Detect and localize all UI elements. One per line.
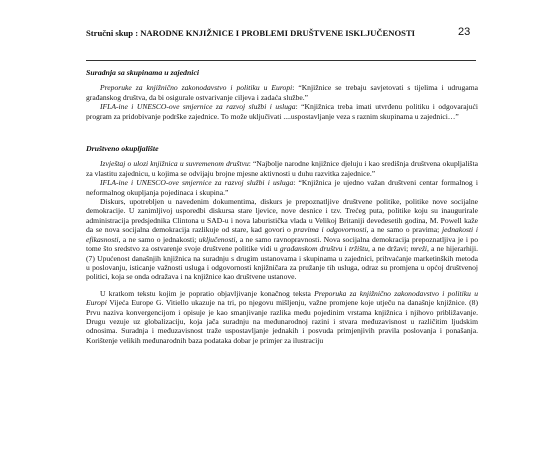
body-text: , a ne hijerarhiji. (7) Upućenost današnjih knjižnica na suradnju s drugim ustanovama i skupinama u zajednici, prihvaćanje marketinških metoda u poslovanju, isticanje važnosti usluga i odgovornosti knjižničara za pružanje tih usluga, odraz su promjena u općoj društvenoj politici, koja se onda odražava i na knjižnice kao društvene ustanove.: [86, 244, 478, 282]
emphasis: tržištu: [349, 244, 369, 254]
paragraph: [86, 159, 478, 178]
emphasis: pravima i odgovornosti: [293, 225, 367, 235]
running-header: Stručni skup : NARODNE KNJIŽNICE I PROBLEMI DRUŠTVENE ISKLJUČENOSTI: [86, 28, 416, 38]
emphasis: građanskom društvu: [279, 244, 343, 254]
paragraph: [86, 178, 478, 197]
emphasis: uključenosti: [198, 234, 236, 244]
body-text: Vijeća Europe G. Vitiello ukazuje na tri, po njegovu mišljenju, važne promjene koje utječu na današnje knjižnice. (8) Prvu naziva konvergencijom i opisuje je kao smanjivanje razlika među pojedinim vrstama knjižnica i njihovo približavanje. Drugu vezuje uz globalizaciju, koja jača suradnju na međunarodnoj razini i stvara međuzavisnost u različitim ljudskim odnosima. Suradnja i međuzavisnost traže uspostavljanje jednakih i posvuda primjenjivih pravila poslovanja i ponašanja. Korištenje velikih međunarodnih baza podataka dobar je primjer za ilustraciju: [86, 298, 478, 345]
paragraph: [86, 102, 478, 121]
body-text: U kratkom tekstu kojim je popratio objavljivanje konačnog teksta: [100, 288, 315, 298]
page-number: 23: [458, 26, 471, 38]
document-title: Izvještaj o ulozi knjižnica u suvremenom društvu: [100, 159, 249, 169]
body-text: , a ne samo ravnopravnosti. Nova socijalna demokracija prepoznatljiva je i po tome što sredstvo za ostvarenje svoje društvene politike vidi u: [86, 234, 478, 254]
page-body: [86, 68, 478, 345]
quote-text: : “Najbolje narodne knjižnice djeluju i kao središnja društvena okupljališta za vlastitu zajednicu, u kojima se odvijaju brojne mjesne aktivnosti u duhu razvitka zajednice.”: [86, 159, 478, 178]
paragraph: [86, 83, 478, 102]
quote-text: : “Knjižnice se trebaju savjetovati s tijelima i udrugama građanskog društva, da bi osigurale ostvarivanje ciljeva i zadaća službe.”: [86, 83, 479, 102]
document-title: Preporuke za knjižnično zakonodavstvo i politiku u Europi: [100, 83, 293, 93]
paragraph: [86, 289, 478, 345]
document-title: IFLA-ine i UNESCO-ove smjernice za razvoj službi i usluga: [100, 178, 294, 188]
body-text: , a ne samo o jednakosti;: [118, 234, 199, 244]
section-heading-suradnja: Suradnja sa skupinama u zajednici: [86, 68, 200, 77]
body-text: Diskurs, upotrebljen u navedenim dokumentima, diskurs je prepoznatljive društvene politike, politike nove socijalne demokracije. U zanimljivoj usporedbi diskursa stare ljevice, nove desnice i tzv. Trećeg puta, politike koju su inaugurirale administracija predsjednika Clintona u SAD-u i nova laburistička vlada u Velikoj Britaniji devedesetih godina, M. Powell kaže da se nova socijalna demokracija razlikuje od stare, kad govori o: [86, 197, 478, 235]
body-text: , a ne državi;: [368, 244, 411, 254]
body-text: , a ne samo o pravima;: [366, 225, 442, 235]
document-title: IFLA-ine i UNESCO-ove smjernice za razvoj službi i usluga: [100, 102, 296, 112]
section-heading-drustveno: Društveno okupljalište: [86, 144, 159, 154]
document-title: Preporuka za knjižnično zakonodavstvo i politiku u Europi: [86, 288, 478, 308]
header-rule: [86, 60, 476, 61]
emphasis: jednakosti i efikasnosti: [86, 225, 478, 244]
body-text: i: [342, 244, 350, 254]
quote-text: : “Knjižnica je ujedno važan društveni centar formalnog i neformalnog okupljanja pojedinaca i skupina.”: [86, 178, 479, 197]
paragraph: [86, 197, 478, 282]
quote-text: : “Knjižnica treba imati utvrđenu politiku i odgovarajući program za pridobivanje podrške zajednice. To može uključivati ....uspostavljanje veza s raznim skupinama u zajednici…”: [86, 102, 478, 121]
emphasis: mreži: [410, 244, 428, 254]
